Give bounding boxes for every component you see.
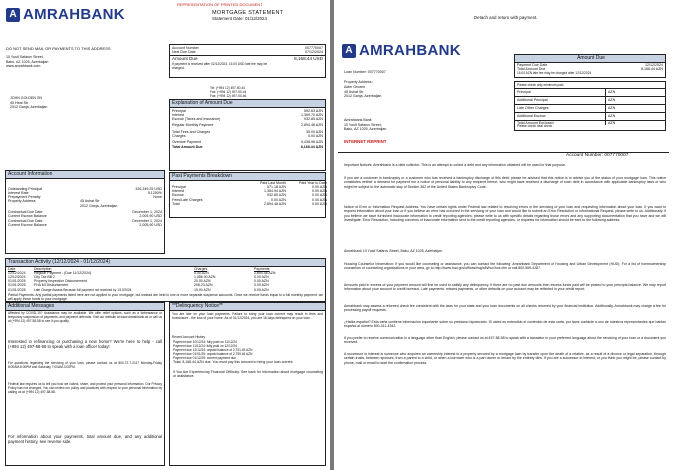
ta-cell: FHA MI Disbursement [34,283,69,288]
expl-row: Total Fees and Charges 35.00 AZN [172,129,323,134]
ta-cell: 0.00 AZN [254,283,269,288]
statement-title: MORTGAGE STATEMENT [212,10,284,16]
loan-number: Loan Number: 007770007 [344,70,386,74]
notice-bankruptcy: If you are a customer in bankruptcy or a customer who has received a bankruptcy discharge of this debt: please be advised that this notice is to advise you of the status of your mortgage loan. This notice constitutes neither a demand for payment nor a notice of personal liability to any recipient hereof, who might have received a discharge of such debt in accordance with applicable bankruptcy laws or who might be subject to the automatic stay of Section 362 of the United States Bankruptcy Code. [344,176,666,189]
notice-language: If you prefer to receive communication in a language other than English, please contact us at 497-58-58 to speak with a translator in your preferred language about the servicing of your loan or a document you received. [344,336,666,345]
next-due-date-row: Next Due Date 07/12/2024 [172,50,323,55]
ai-row: Interest Rate 5.1250% [8,190,162,195]
detach-instruction: Detach and return with payment. [474,15,538,20]
ta-cell: 01/01/2025 [8,279,26,284]
ai-row: Contractual Due Date December 1, 2024 [8,218,162,223]
ai-row: Prepayment Penalty None [8,195,162,200]
reverse-side-message: For information about your payments, total amount due, and any additional payment history, see reverse side. [8,434,162,444]
pp-cell: 932.85 AZN [267,193,286,198]
notice-successor: A successor in interest is someone who acquires an ownership interest in a property secured by a mortgage loan by transfer upon the death of a relative, as a result of a divorce or legal separation, through certain trusts, between spouses, from a parent to a child, or when a borrower who is a part owner or tenant by the entirety dies. If you are a successor in interest, or you think you might be, please contact by phone, mail or email to start the confirmation process. [344,352,666,365]
coupon-label: Additional Principal [515,96,605,104]
additional-principal-input[interactable]: AZN [605,96,665,104]
bank-website: www.amrahbank.com [6,64,41,68]
pp-col-header: Paid Year to Date [299,180,327,185]
pp-cell: 2,894.48 AZN [264,201,286,206]
ta-cell: 0.00 AZN [254,287,269,292]
customer-name: JOHN GOLDEN SN [10,96,42,100]
ta-col-header: Date [8,266,16,271]
ta-cell: 01/01/2025 [8,283,26,288]
explanation-amount-due-box [169,99,326,171]
transaction-activity-box [5,258,326,302]
ta-cell: 0.00 AZN [254,279,269,284]
ai-row: Property Address 45 Ashat Str [8,199,100,204]
coupon-label: Additional Escrow [515,112,605,120]
property-address-line: 45 Ashat Str [344,89,364,94]
bank-logo-mark-icon: A [342,44,356,58]
coupon-total-due-row: Total Amount Due 8,168.44 AZN [517,66,663,71]
history-total: Total: 8,168.44 AZN due. You must pay this amount to bring your loan current. [173,360,294,364]
total-enclosed-input[interactable]: AZN [605,120,665,125]
ta-cell: 1,086.00 AZN [194,274,216,279]
delinquency-message: You are late on your loan payments. Failure to bring your loan current may result in fees and foreclosure - the loss of your home. As of 01/12/2024, you are 16 days delinquent on your loan. [172,312,323,320]
ta-cell: 0.00 AZN [254,274,269,279]
coupon-table [515,88,665,125]
account-information-title: Account Information [6,171,164,179]
do-not-send-notice: DO NOT SEND MAIL OR PAYMENTS TO THIS ADDRESS [6,46,111,51]
expl-total-row: Total Amount Due 8,168.44 AZN [172,144,323,149]
expl-row: Interest 1,369.70 AZN [172,112,323,117]
additional-messages-box [5,302,165,466]
late-fee-note: If payment is received after 02/12/2024, 15.00 USD late fee may be [172,61,268,66]
ta-cell: Late Charge Assess Because full payment not received by 1/12/2024 [34,287,132,292]
history-item: Payment due 10/12/24: fully paid on 11/12/24 [173,340,237,344]
pp-label: Total [172,201,180,206]
reprint-notice: REPRESENTATION OF PRINTED DOCUMENT [177,2,263,7]
bank-address-line1: 10 Yusif Safarov Street, [6,55,44,59]
expl-row: Escrow (Taxes and Insurance) 932.85 AZN [172,117,323,122]
statement-date: Statement Date: 01/12/2024 [212,16,267,21]
ai-row: 2012 Ganja, Azerbaijan [80,203,118,208]
ai-row: Current Escrow Balance 2,005.90 USD [8,222,162,227]
pp-label: Principal [172,184,186,189]
coupon-late-fee-note: 15.00 AZN late fee may be charged after 12/12/2024 [517,71,592,76]
coupon-label: Principal [515,88,605,96]
privacy-message: Federal law requires us to tell you how we collect, share, and protect your personal information. Our Privacy Policy has not changed. You can review our policy and practices with respect to your personal information by calling us at (+994 12) 497-58-58. [8,382,162,394]
coupon-label: Late Other Charges [515,104,605,112]
amount-due-row: Amount Due 8,168.44 USD [172,55,323,61]
late-charges-input[interactable]: AZN [605,104,665,112]
coupon-instruction: Please check only minimum paid [517,83,564,87]
bank-logo-mark-icon: A [6,8,20,22]
expl-row: Principal 592.63 AZN [172,108,323,113]
statement-front-page [0,0,330,470]
ta-cell: Property Inspection Disbursement [34,279,87,284]
late-fee-note-cont: charged. [172,65,185,70]
bank-logo [342,42,461,59]
bank-name: AMRAHBANK [23,6,125,23]
past-payments-title: Past Payments Breakdown [170,173,325,181]
history-item: Payment due 01/12/25: current payment due [173,356,237,360]
ta-cell: Regular Payment - (Due 11/12/2024) [34,270,92,275]
recent-history-title: Recent Account History [172,335,206,339]
servicing-contact-message: For questions regarding the servicing of your loan, please contact us at 800-72-7-2117 Monday-Friday 8:00AM-8:00PM and Saturday 7:00AM-3:00PM. [8,361,162,369]
pp-cell: 0.00 AZN [312,193,327,198]
additional-escrow-input[interactable]: AZN [605,112,665,120]
ai-row: Contractual Due Date December 1, 2024 [8,209,162,214]
customer-address-line1: 45 Heat Str [10,100,29,105]
notice-error-address: Amrahbank 10 Yusif Safarov Street, Baku, AZ 1025, Azerbaijan. [344,249,443,253]
ta-col-header: Payments [254,266,270,271]
pp-cell: 0.00 AZN [312,197,327,202]
return-bank-name: Amrahbank Bank [344,118,372,122]
pp-cell: 0.00 AZN [312,189,327,194]
customer-address-line2: 2012 Ganja, Azerbaijan [10,105,48,109]
ta-cell: 2,894.48 AZN [254,270,276,275]
notice-housing-counselor: Housing Counselor Information: If you would like counseling or assistance, you can contact the following: Amrahbank Department of Housing and Urban Development (HUD): For a list of homeownership counselors or counseling organizations in your area, go to http://www.hud.gov/offices/hsg/sfh/hcc/hcs.cfm or call 800-569-4287. [344,262,666,271]
expl-row: Regular Monthly Payment 2,894.48 AZN [172,123,323,128]
statement-back-page [334,0,673,470]
property-address-line: Adler Grozen [344,85,366,89]
bank-logo [6,6,125,23]
notice-returned-check: Amrahbank may assess a returned check fee consistent with the laws for your state and your loan documents on all checks returned by your financial institution. Additionally, Amrahbank may charge a fee for processing payoff requests. [344,304,666,313]
past-payments-box [169,172,326,218]
pp-cell: 1,384.94 AZN [264,189,286,194]
notice-excess-payments: Amounts paid in excess of your payment amount will first be used to satisfy any delinquency. If there are no past due amounts then excess funds paid will be posted to your principal balance. We may report information about your account to credit bureaus. Late payments, missed payments, or other defaults on your account may be reflected in your credit report. [344,283,666,292]
payment-coupon-box [514,81,666,131]
bank-name: AMRAHBANK [359,42,461,59]
pp-label: Escrow [172,193,184,198]
coupon-label: Total Amount Enclosed [515,120,605,125]
ta-cell: 12/12/2024 [8,274,26,279]
ta-col-header: Charges [194,266,208,271]
account-summary-box [169,44,326,78]
account-number-footer: Account Number: 007770007 [566,153,629,158]
expl-row: Overdue Payment 5,438.96 AZN [172,140,323,145]
ta-cell: City Tax Bill 2 [34,274,55,279]
ta-cell: 12/12/2024 [8,270,26,275]
ai-row: Current Escrow Balance 2,005.90 USD [8,214,162,219]
coupon-due-date-row: Payment Due Date 12/12/2024 [517,62,663,67]
additional-messages-title: Additional Messages [6,303,164,311]
internet-reprint-label: INTERNET REPRINT [344,139,387,144]
delinquency-notice-box [169,302,326,466]
pp-cell: 0.00 AZN [312,184,327,189]
ta-cell: 01/01/2025 [8,287,26,292]
history-item: Payment due 01/01/25: unpaid balance of 2,759.46 AZN [173,352,253,356]
delinquency-notice-title: **Delinquency Notice** [170,303,325,311]
ta-cell: 0.00 AZN [194,270,209,275]
ta-cell: 15.00 AZN [194,287,211,292]
notice-spanish: ¿Habla español? Esta carta contiene información importante sobre su préstamo hipotecario. Si usted es entendido el contenido de esta carta, por favor contácte a uno de nuestros representantes que hablan español al número 800-311-4342. [344,320,666,329]
ai-row: Outstanding Principal 326,349.25 USD [8,186,162,191]
notice-debt-collector: Important Notices: Amrahbank is a debt collector. This is an attempt to collect a debt and any information obtained will be used for that purpose. [344,163,566,167]
ta-col-header: Description [34,266,52,271]
property-address-line: 2012 Ganja, Azerbaijan [344,94,382,98]
return-address-line: 10 Yusif Safarov Street, [344,122,382,127]
pp-label: Interest [172,189,184,194]
phone-line-1: Tel: (+994 12) 497-50-44 [210,86,245,90]
phone-line-3: Fax: (+994 12) 497-50-46 [210,94,247,98]
pp-cell: 0.00 AZN [271,197,286,202]
pp-label: Fees/Late Charges [172,197,203,202]
pp-cell: 0.00 AZN [312,201,327,206]
past-payments-table [170,181,325,207]
ta-cell: 20.00 AZN [194,279,211,284]
bank-address-line2: Baku, AZ 1025, Azerbaijan [6,59,49,64]
covid-message: Affected by COVID-19? Assistance may be available. We offer relief options, such as a forbearance or temporary suspension of payments, and payment deferrals. Visit our website at www.amrahbank.az or call us at (+994 12) 497-58-58 to see if you qualify. [8,311,162,323]
property-address-label: Property Address: [344,80,373,84]
history-item: Payment due 12/12/24: unpaid balance of 2,751.49 AZN [173,348,253,352]
transaction-activity-title: Transaction Activity (12/12/2024 - 01/12/2024) [6,259,325,267]
partial-payments-note: Partial Payments: Any partial payments listed here are not applied to your mortgage, but instead are held in one or more separate suspense accounts. Once we receive funds equal to a full monthly payment, we will apply those funds to your mortgage. [8,292,323,301]
financial-difficulty-message: If You Are Experiencing Financial Difficulty: See back for information about mortgage counseling or assistance. [173,370,323,379]
phone-line-2: Fax: (+994 12) 497-50-44 [210,90,247,94]
coupon-amount-due-box [514,54,666,78]
coupon-check-note: Please check total check [517,124,553,128]
pp-cell: 571.18 AZN [267,184,286,189]
transaction-table [6,267,325,292]
expl-row: Charges 0.00 AZN [172,133,323,138]
return-address-line: Baku, AZ 1025, Azerbaijan [344,127,387,131]
history-item: Payment due 11/12/24: fully paid on 12/12/24 [173,344,237,348]
principal-input[interactable]: AZN [605,88,665,96]
account-information-box [5,170,165,254]
coupon-amount-due-title: Amount Due [515,55,665,63]
explanation-amount-due-title: Explanation of Amount Due [170,100,325,108]
ta-cell: 208.23 AZN [194,283,213,288]
notice-error-request: Notice of Error or Information Request Address: You have certain rights under Federal law related to resolving errors in the servicing of your loan and requesting information about your loan. If you want to request information about your loan or if you believe an error has occurred in the servicing of your loan and would like to submit an Error Resolution or Informational Request, please write to us. Additionally, if you believe we have furnished inaccurate information to credit reporting agencies, please write to us with specific details regarding those errors and any supporting documentation that you have and we will investigate. Error Resolution, including concerns of inaccurate information sent to the credit reporting agencies, or requests for information should be sent to the following address: [344,205,666,222]
pp-col-header: Paid Last Month [260,180,286,185]
account-number-row: Account Number 007770007 [172,46,323,50]
refinance-message: Interested in refinancing or purchasing a new home? We're here to help - call (+994 12) 497-58-58 to speak with a loan officer today! [8,339,162,349]
